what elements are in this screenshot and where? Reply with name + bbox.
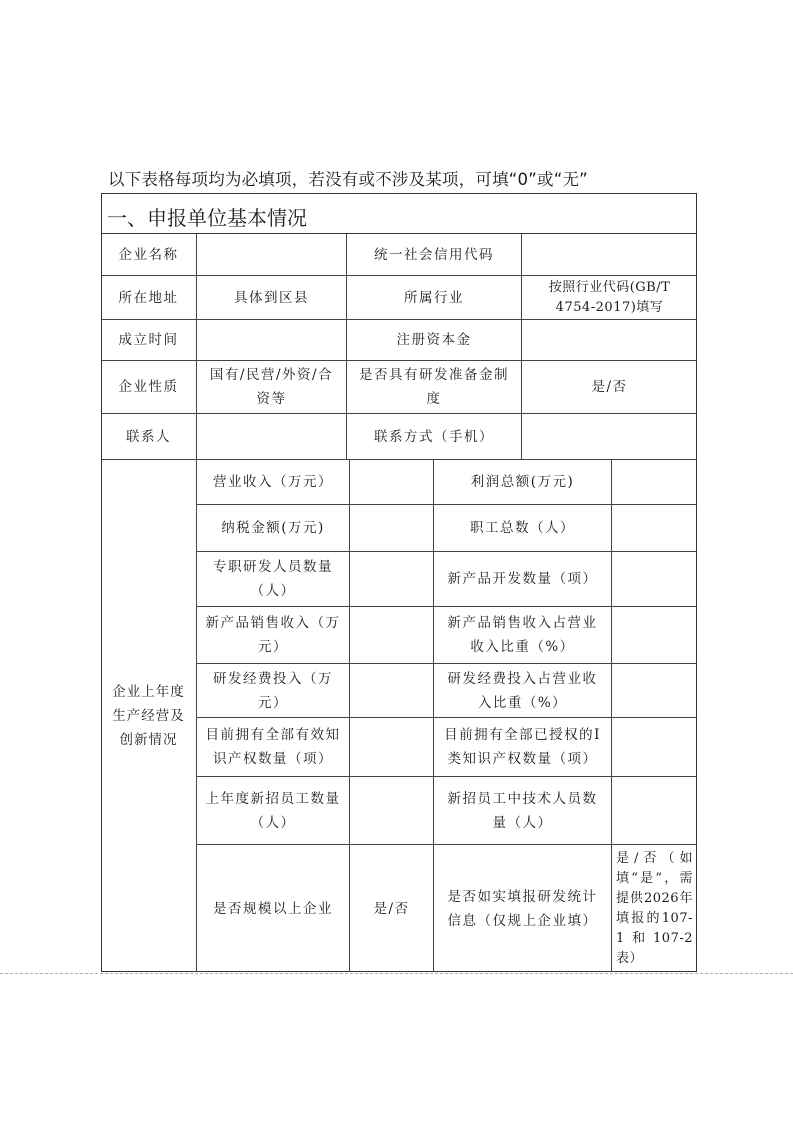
right-field-text: 是/否（如填“是”，需提供2026年填报的107-1和107-2表） — [616, 850, 693, 966]
rd-reserve-field[interactable]: 是/否 — [522, 361, 697, 414]
ops-row-5-right-label — [434, 664, 612, 718]
ops-row-5-left-label — [197, 664, 350, 718]
ops-row-4-left-field[interactable] — [350, 607, 434, 664]
phone-field[interactable] — [522, 414, 697, 460]
ops-row-4-left-label — [197, 607, 350, 664]
rd-reserve-label: 是否具有研发准备金制度 — [347, 361, 522, 414]
ops-row-1-left-field[interactable] — [350, 460, 434, 505]
ops-row-2-right-label — [434, 505, 612, 552]
founded-label: 成立时间 — [101, 320, 197, 361]
ops-row-3-right-field[interactable] — [612, 552, 697, 607]
ops-row-1-left-label — [197, 460, 350, 505]
ops-row-5-left-field[interactable] — [350, 664, 434, 718]
right-label-text: 研发经费投入占营业收入比重（%） — [447, 670, 598, 711]
ops-row-1-right-label — [434, 460, 612, 505]
ops-row-8-left-label — [197, 845, 350, 972]
ops-row-7-right-field[interactable] — [612, 777, 697, 845]
left-field-text: 是/否 — [373, 900, 410, 917]
ops-row-6-left-field[interactable] — [350, 718, 434, 777]
address-label: 所在地址 — [101, 276, 197, 320]
ops-row-3-left-field[interactable] — [350, 552, 434, 607]
right-label-text: 目前拥有全部已授权的I类知识产权数量（项） — [444, 727, 601, 767]
left-label-text: 新产品销售收入（万元） — [205, 615, 341, 655]
right-label-text: 是否如实填报研发统计信息（仅规上企业填） — [447, 888, 598, 929]
ops-row-7-left-field[interactable] — [350, 777, 434, 845]
left-label-text: 上年度新招员工数量（人） — [205, 790, 341, 831]
ops-row-4-right-label — [434, 607, 612, 664]
left-label-text: 研发经费投入（万元） — [213, 670, 333, 711]
credit-code-field[interactable] — [522, 234, 697, 276]
ops-row-2-right-field[interactable] — [612, 505, 697, 552]
ops-row-4-right-field[interactable] — [612, 607, 697, 664]
contact-label: 联系人 — [101, 414, 197, 460]
ops-row-1-right-field[interactable] — [612, 460, 697, 505]
ops-row-6-right-field[interactable] — [612, 718, 697, 777]
left-label-text: 专职研发人员数量（人） — [213, 559, 333, 599]
phone-label: 联系方式（手机） — [347, 414, 522, 460]
company-name-label: 企业名称 — [101, 234, 197, 276]
left-label-text: 是否规模以上企业 — [213, 900, 333, 917]
right-label-text: 利润总额(万元) — [470, 474, 575, 490]
operations-group-label: 企业上年度生产经营及创新情况 — [101, 460, 197, 972]
ops-row-7-left-label — [197, 777, 350, 845]
ops-row-6-left-label — [197, 718, 350, 777]
right-label-text: 新产品销售收入占营业收入比重（%） — [447, 615, 598, 655]
founded-field[interactable] — [197, 320, 347, 361]
industry-label: 所属行业 — [347, 276, 522, 320]
ops-row-7-right-label — [434, 777, 612, 845]
ops-row-3-right-label — [434, 552, 612, 607]
ops-row-8-left-field[interactable] — [350, 845, 434, 972]
capital-field[interactable] — [522, 320, 697, 361]
nature-label: 企业性质 — [101, 361, 197, 414]
ops-row-2-left-field[interactable] — [350, 505, 434, 552]
section-title: 一、申报单位基本情况 — [101, 193, 697, 234]
right-label-text: 新招员工中技术人员数量（人） — [447, 790, 598, 831]
address-field[interactable]: 具体到区县 — [197, 276, 347, 320]
instruction-text: 以下表格每项均为必填项，若没有或不涉及某项，可填“0”或“无” — [108, 170, 588, 189]
left-label-text: 营业收入（万元） — [213, 474, 333, 490]
capital-label: 注册资本金 — [347, 320, 522, 361]
ops-row-2-left-label — [197, 505, 350, 552]
industry-field[interactable]: 按照行业代码(GB/T 4754-2017)填写 — [522, 276, 697, 320]
ops-row-5-right-field[interactable] — [612, 664, 697, 718]
right-label-text: 新产品开发数量（项） — [447, 571, 598, 587]
nature-field[interactable]: 国有/民营/外资/合资等 — [197, 361, 347, 414]
page-fold-line — [0, 973, 793, 974]
left-label-text: 目前拥有全部有效知识产权数量（项） — [205, 727, 341, 767]
ops-row-3-left-label — [197, 552, 350, 607]
left-label-text: 纳税金额(万元) — [221, 520, 325, 536]
credit-code-label: 统一社会信用代码 — [347, 234, 522, 276]
contact-field[interactable] — [197, 414, 347, 460]
right-label-text: 职工总数（人） — [470, 520, 575, 536]
ops-row-8-right-label — [434, 845, 612, 972]
ops-row-6-right-label — [434, 718, 612, 777]
company-name-field[interactable] — [197, 234, 347, 276]
ops-row-8-right-field[interactable] — [612, 845, 697, 972]
